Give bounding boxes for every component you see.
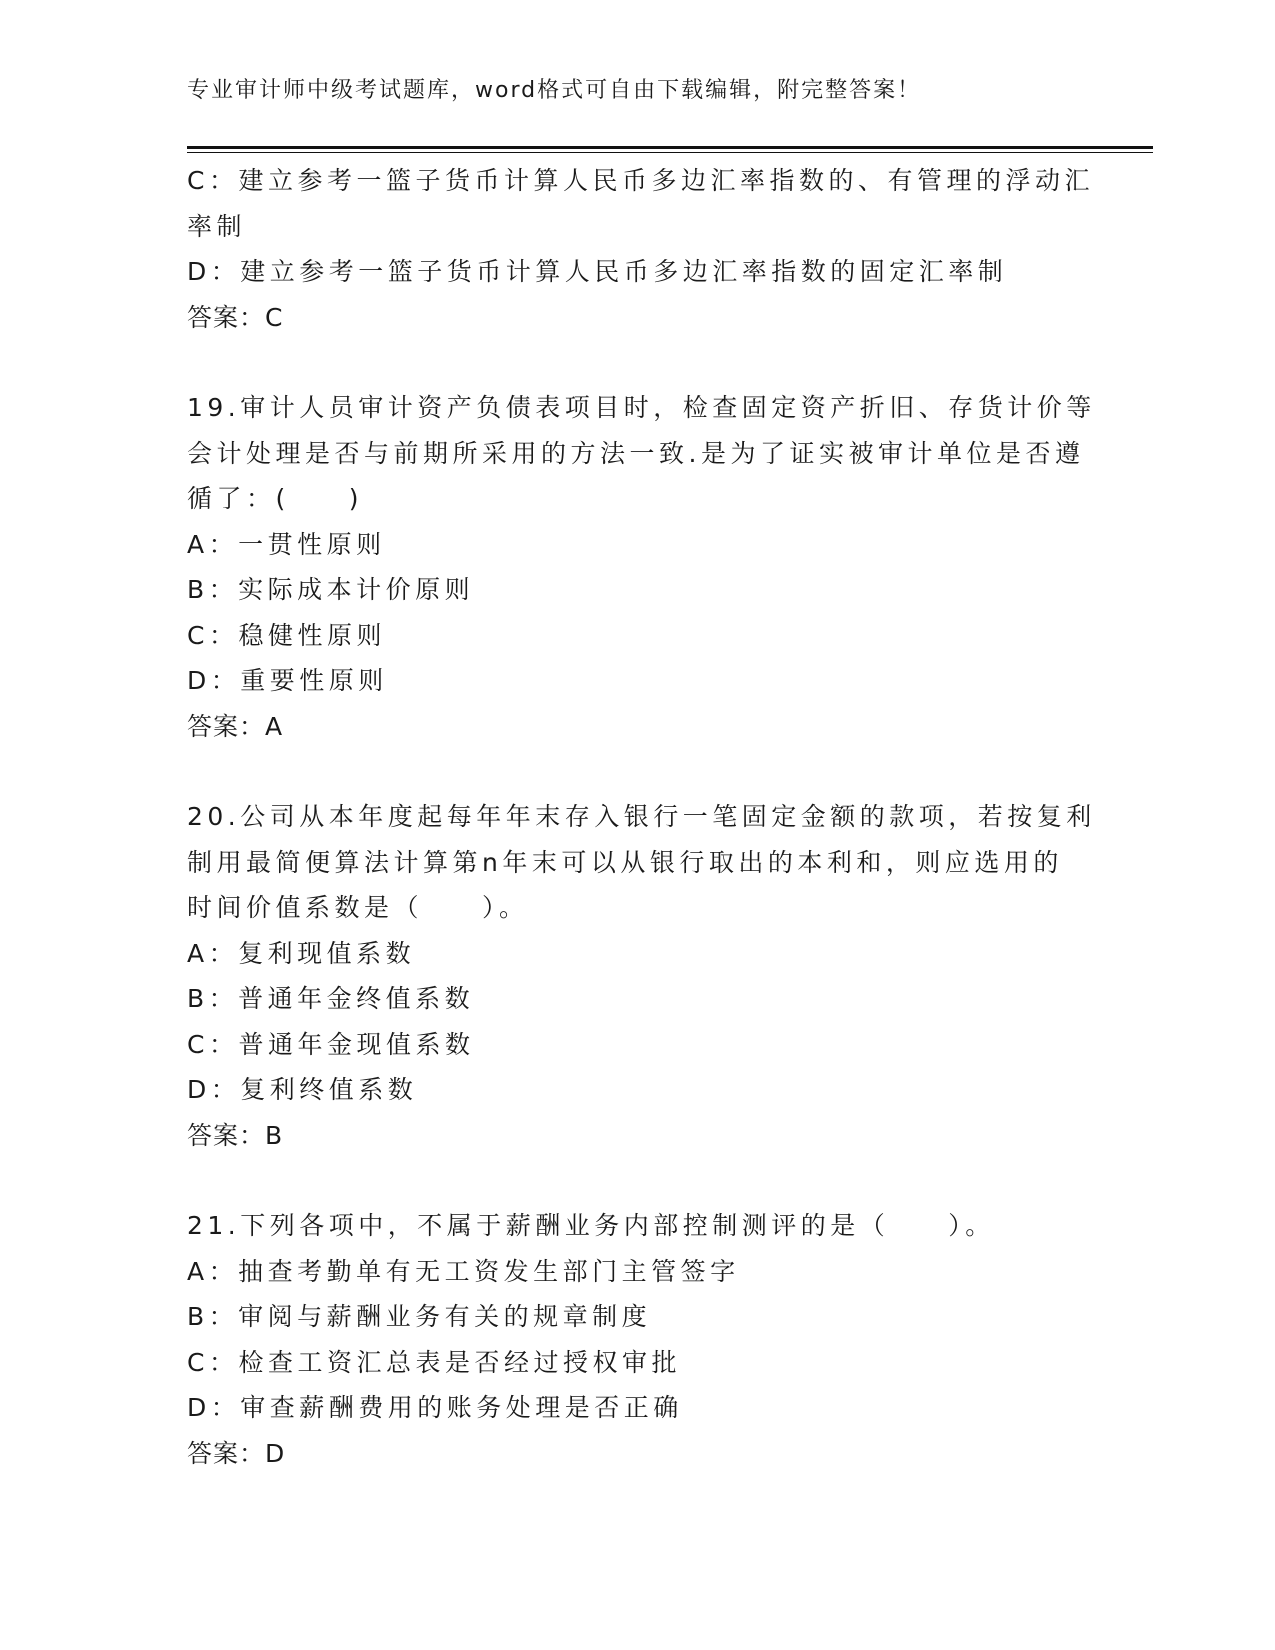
spacer [187, 749, 1087, 794]
spacer [187, 1158, 1087, 1203]
question-stem: 19.审计人员审计资产负债表项目时，检查固定资产折旧、存货计价等 [187, 393, 1096, 422]
prev-question [187, 158, 1094, 340]
question-21 [187, 1203, 1087, 1476]
option-c-line-1: C：建立参考一篮子货币计算人民币多边汇率指数的、有管理的浮动汇 [187, 166, 1094, 195]
option-c: C：普通年金现值系数 [187, 1029, 475, 1059]
option-a: A：复利现值系数 [187, 938, 416, 968]
option-d: D：重要性原则 [187, 666, 388, 695]
page-header: 专业审计师中级考试题库，word格式可自由下载编辑，附完整答案！ [187, 78, 922, 103]
option-a: A：抽查考勤单有无工资发生部门主管签字 [187, 1256, 740, 1286]
question-stem: 时间价值系数是（ ）。 [187, 893, 529, 922]
answer: 答案：C [187, 302, 284, 332]
spacer [187, 340, 1087, 385]
answer: 答案：B [187, 1120, 284, 1150]
option-c: C：检查工资汇总表是否经过授权审批 [187, 1347, 681, 1377]
question-stem: 会计处理是否与前期所采用的方法一致.是为了证实被审计单位是否遵 [187, 438, 1085, 468]
option-c: C：稳健性原则 [187, 620, 386, 650]
option-b: B：审阅与薪酬业务有关的规章制度 [187, 1302, 652, 1331]
header-rule-thin [187, 152, 1153, 153]
answer: 答案：D [187, 1438, 286, 1468]
question-stem: 20.公司从本年度起每年年末存入银行一笔固定金额的款项，若按复利 [187, 802, 1096, 831]
option-d: D：复利终值系数 [187, 1075, 418, 1104]
question-19 [187, 385, 1096, 749]
question-stem: 21.下列各项中，不属于薪酬业务内部控制测评的是（ ）。 [187, 1211, 995, 1240]
question-content [187, 158, 1096, 1476]
question-stem: 循了：( ) [187, 484, 364, 513]
option-b: B：普通年金终值系数 [187, 984, 475, 1013]
header-rule-thick [187, 146, 1153, 149]
option-b: B：实际成本计价原则 [187, 575, 475, 604]
answer: 答案：A [187, 711, 284, 741]
option-d: D：建立参考一篮子货币计算人民币多边汇率指数的固定汇率制 [187, 257, 1008, 286]
option-d: D：审查薪酬费用的账务处理是否正确 [187, 1393, 683, 1422]
question-stem: 制用最简便算法计算第n年末可以从银行取出的本利和，则应选用的 [187, 847, 1063, 877]
option-c-line-2: 率制 [187, 211, 247, 241]
question-20 [187, 794, 1096, 1158]
option-a: A：一贯性原则 [187, 529, 386, 559]
